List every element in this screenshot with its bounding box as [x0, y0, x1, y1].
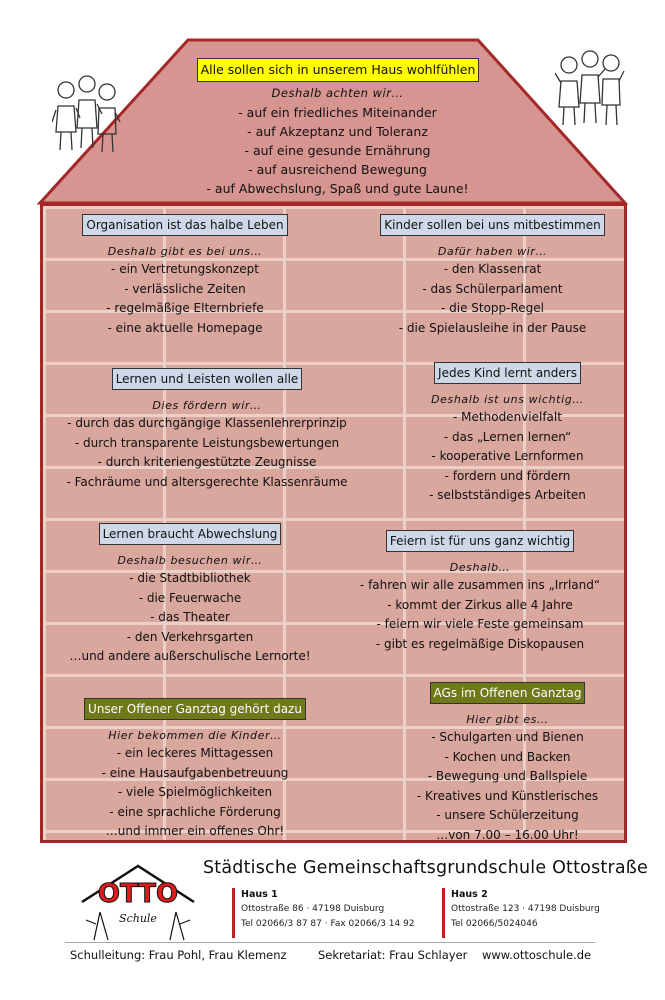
list-item: - eine sprachliche Förderung — [109, 804, 281, 819]
block-intro: Deshalb ist uns wichtig… — [431, 393, 584, 406]
block-heading: Jedes Kind lernt anders — [434, 362, 581, 384]
list-item: - kooperative Lernformen — [431, 449, 584, 463]
list-item: - fordern und fördern — [444, 468, 571, 483]
website-link[interactable]: www.ottoschule.de — [482, 948, 592, 962]
list-item: - Fachräume und altersgerechte Klassenräume — [66, 474, 348, 489]
list-item: - Schulgarten und Bienen — [431, 730, 584, 744]
list-item: - Bewegung und Ballspiele — [427, 769, 588, 783]
roof-title: Alle sollen sich in unserem Haus wohlfühlen — [197, 58, 479, 82]
address-haus-2 — [442, 888, 600, 938]
list-item: - die Feuerwache — [138, 590, 242, 605]
block-intro: Deshalb… — [449, 561, 511, 574]
haus-label: Haus 1 — [241, 889, 278, 900]
list-item: - verlässliche Zeiten — [124, 281, 246, 296]
block-heading: Feiern ist für uns ganz wichtig — [386, 530, 574, 552]
children-figures-left-icon — [52, 72, 122, 154]
block-heading: AGs im Offenen Ganztag — [430, 682, 586, 704]
haus-phone: Tel 02066/3 87 87 · Fax 02066/3 14 92 — [241, 919, 415, 929]
list-item: - regelmäßige Elternbriefe — [106, 301, 264, 315]
block-organisation — [60, 214, 310, 338]
list-item: - gibt es regelmäßige Diskopausen — [375, 636, 585, 651]
footer-divider — [65, 942, 595, 943]
haus-address: Ottostraße 86 · 47198 Duisburg — [241, 904, 385, 914]
otto-school-logo — [78, 862, 198, 944]
sekretariat: Sekretariat: Frau Schlayer — [318, 948, 468, 962]
block-intro: Dies fördern wir… — [152, 399, 262, 412]
block-intro: Dafür haben wir… — [437, 245, 548, 258]
block-feiern — [335, 530, 625, 654]
schulleitung: Schulleitung: Frau Pohl, Frau Klemenz — [70, 948, 287, 962]
block-mitbestimmen — [365, 214, 620, 338]
list-item: …und andere außerschulische Lernorte! — [69, 649, 311, 663]
list-item: - durch transparente Leistungsbewertungen — [74, 435, 340, 450]
roof-list — [150, 84, 525, 198]
block-abwechslung — [55, 523, 325, 667]
roof-item: - auf Akzeptanz und Toleranz — [247, 124, 428, 139]
list-item: - das Schülerparlament — [422, 281, 563, 296]
list-item: - durch kriteriengestützte Zeugnisse — [97, 455, 317, 469]
block-heading: Organisation ist das halbe Leben — [82, 214, 287, 236]
block-jedes-kind — [395, 362, 620, 506]
list-item: …von 7.00 – 16.00 Uhr! — [436, 827, 579, 842]
list-item: - feiern wir viele Feste gemeinsam — [376, 617, 584, 631]
list-item: - eine aktuelle Homepage — [107, 320, 263, 335]
logo-text: OTTO — [97, 879, 179, 909]
list-item: - fahren wir alle zusammen ins „Irrland“ — [359, 578, 601, 592]
block-intro: Hier gibt es… — [466, 713, 549, 726]
list-item: …und immer ein offenes Ohr! — [105, 824, 285, 838]
block-offener-ganztag — [60, 698, 330, 842]
block-heading: Lernen und Leisten wollen alle — [112, 368, 303, 390]
block-ags — [395, 682, 620, 845]
haus-address: Ottostraße 123 · 47198 Duisburg — [451, 904, 600, 914]
list-item: - ein leckeres Mittagessen — [116, 746, 274, 760]
list-item: - die Stopp-Regel — [440, 301, 545, 315]
logo-subtext: Schule — [119, 912, 157, 925]
roof-item: - auf Abwechslung, Spaß und gute Laune! — [206, 181, 469, 196]
block-lernen-leisten — [52, 368, 362, 492]
list-item: - Kochen und Backen — [444, 749, 571, 764]
children-figures-right-icon — [555, 45, 625, 127]
list-item: - selbstständiges Arbeiten — [429, 488, 586, 502]
haus-phone: Tel 02066/5024046 — [451, 919, 538, 929]
roof-item: - auf ein friedliches Miteinander — [238, 105, 437, 120]
haus-label: Haus 2 — [451, 889, 488, 900]
list-item: - das Theater — [150, 610, 230, 624]
school-name: Städtische Gemeinschaftsgrundschule Ottostraße — [203, 858, 648, 878]
block-intro: Deshalb besuchen wir… — [117, 554, 263, 567]
list-item: - Kreatives und Künstlerisches — [416, 788, 599, 803]
list-item: - Methodenvielfalt — [453, 410, 562, 424]
list-item: - viele Spielmöglichkeiten — [117, 785, 273, 799]
list-item: - ein Vertretungskonzept — [111, 262, 259, 276]
block-heading: Kinder sollen bei uns mitbestimmen — [380, 214, 604, 236]
roof-intro: Deshalb achten wir… — [271, 86, 404, 100]
list-item: - den Klassenrat — [443, 262, 542, 276]
roof-item: - auf eine gesunde Ernährung — [244, 143, 431, 158]
list-item: - die Stadtbibliothek — [129, 571, 251, 585]
list-item: - den Verkehrsgarten — [126, 629, 254, 644]
block-heading: Unser Offener Ganztag gehört dazu — [84, 698, 306, 720]
list-item: - die Spielausleihe in der Pause — [398, 320, 587, 335]
list-item: - kommt der Zirkus alle 4 Jahre — [387, 597, 573, 612]
address-haus-1 — [232, 888, 415, 938]
list-item: - durch das durchgängige Klassenlehrerprinzip — [67, 416, 347, 430]
roof-item: - auf ausreichend Bewegung — [248, 162, 427, 177]
list-item: - das „Lernen lernen“ — [443, 429, 572, 444]
list-item: - eine Hausaufgabenbetreuung — [101, 765, 289, 780]
block-intro: Deshalb gibt es bei uns… — [107, 245, 263, 258]
block-heading: Lernen braucht Abwechslung — [99, 523, 282, 545]
list-item: - unsere Schülerzeitung — [436, 808, 579, 822]
block-intro: Hier bekommen die Kinder… — [108, 729, 282, 742]
